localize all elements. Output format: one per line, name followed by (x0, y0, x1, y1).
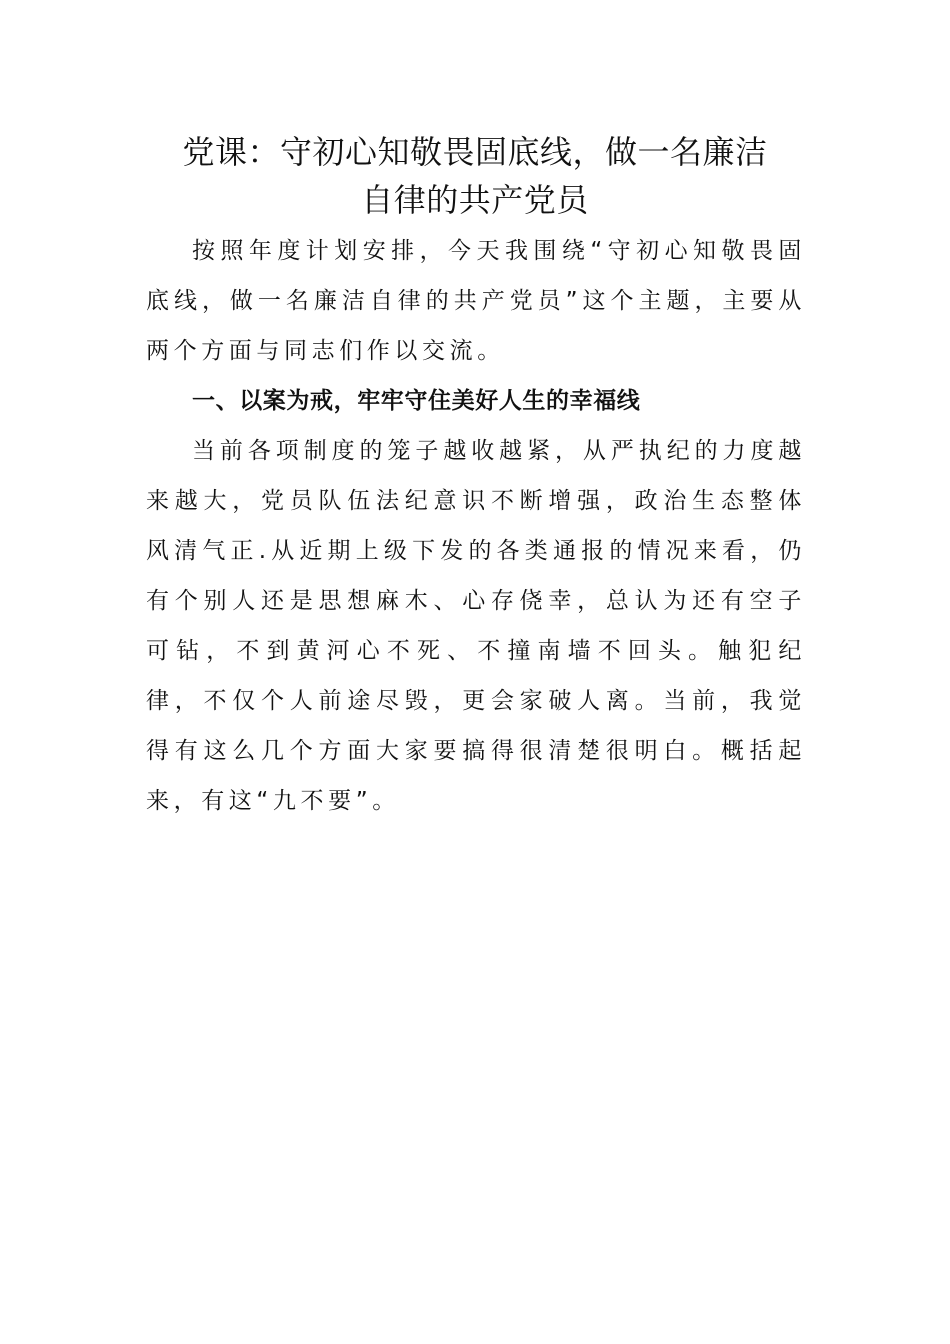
intro-paragraph: 按照年度计划安排，今天我围绕“守初心知敬畏固底线，做一名廉洁自律的共产党员”这个主题，主要从两个方面与同志们作以交流。 (146, 238, 806, 364)
section-1-paragraph: 当前各项制度的笼子越收越紧，从严执纪的力度越来越大，党员队伍法纪意识不断增强，政治生态整体风清气正.从近期上级下发的各类通报的情况来看，仍有个别人还是思想麻木、心存侥幸，总认为还有空子可钻，不到黄河心不死、不撞南墙不回头。触犯纪律，不仅个人前途尽毁，更会家破人离。当前，我觉得有这么几个方面大家要搞得很清楚很明白。概括起来，有这“九不要”。 (146, 438, 806, 814)
document-body (146, 226, 806, 826)
document-title: 党课：守初心知敬畏固底线，做一名廉洁 自律的共产党员 (182, 133, 768, 219)
section-heading-1: 一、以案为戒，牢牢守住美好人生的幸福线 (192, 388, 641, 414)
